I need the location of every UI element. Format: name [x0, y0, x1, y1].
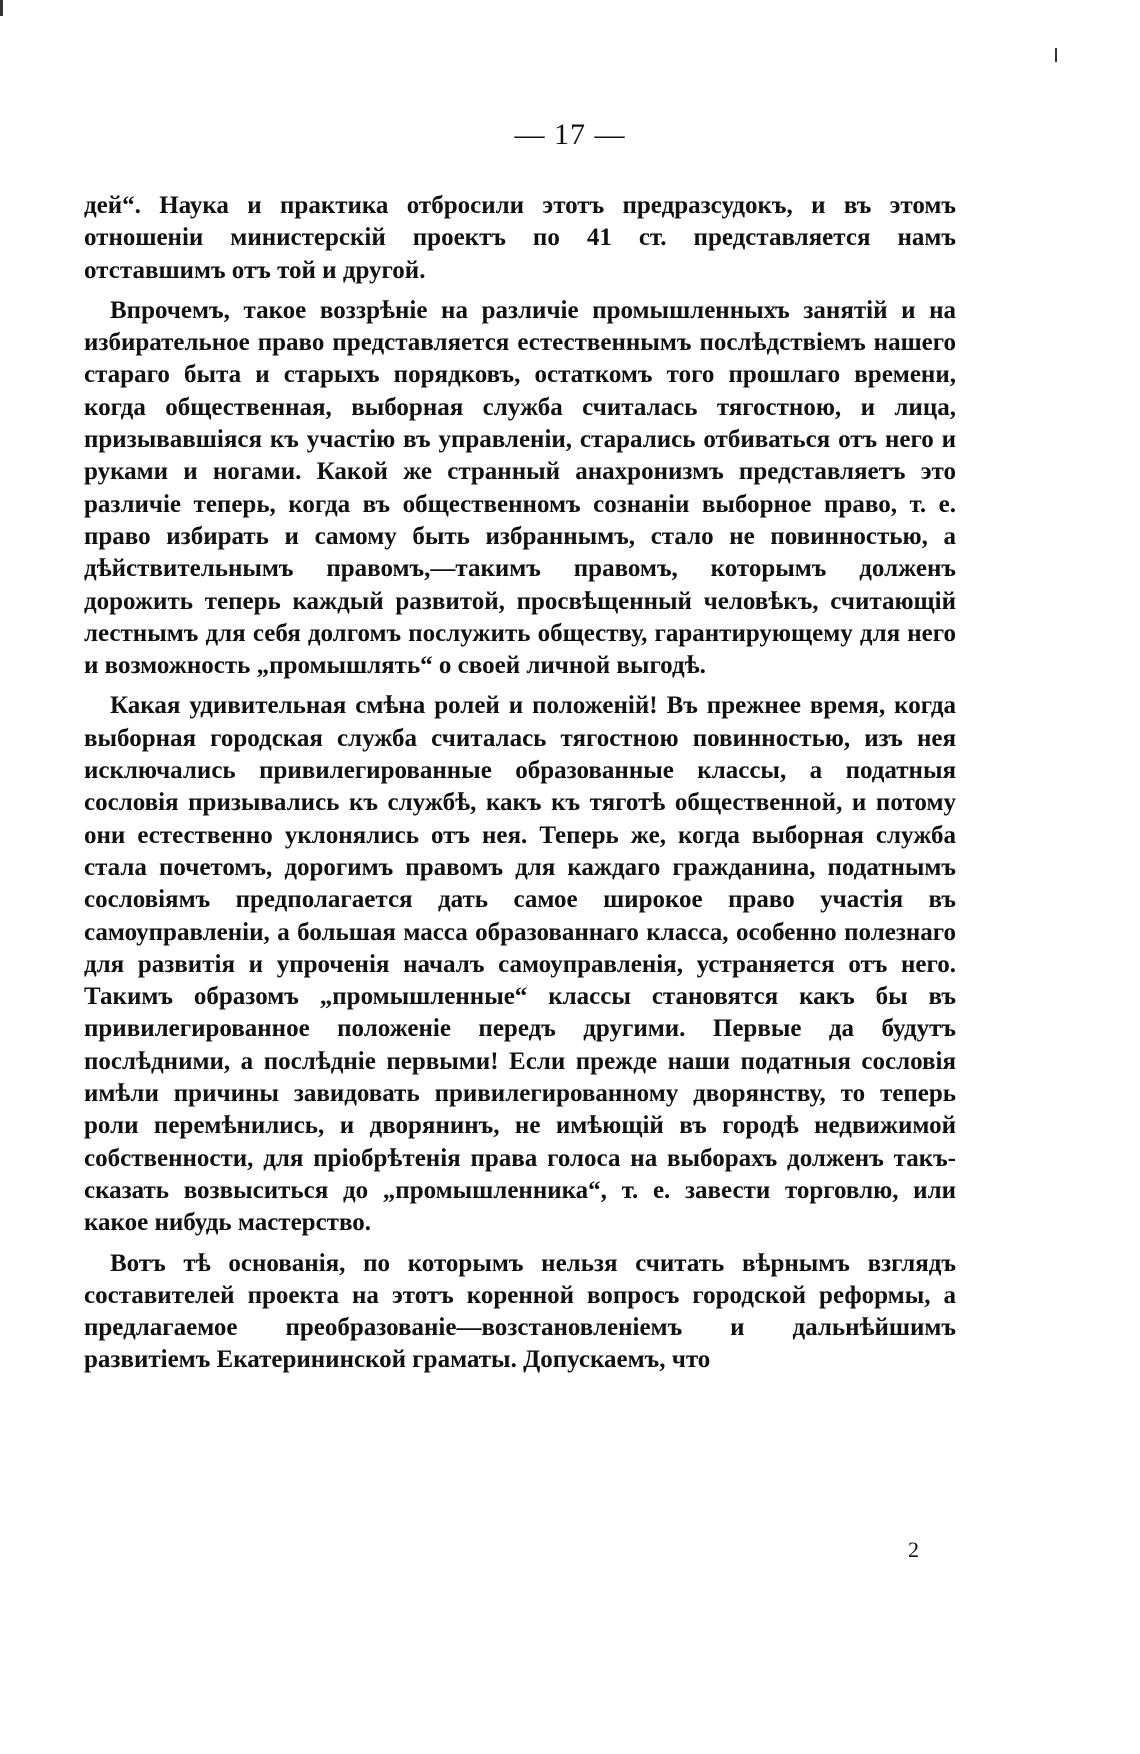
printer-signature-mark: 2: [908, 1537, 919, 1562]
paragraph: Вотъ тѣ основанія, по которымъ нельзя считать вѣрнымъ взглядъ составителей проекта на этотъ коренной вопросъ городской реформы, а предлагаемое преобразованіе—возстановленіемъ и дальнѣйшимъ развитіемъ Екатерининской граматы. Допускаемъ, что: [84, 1249, 956, 1374]
paragraph: Впрочемъ, такое воззрѣніе на различіе промышленныхъ занятій и на избирательное право представляется естественнымъ послѣдствіемъ нашего стараго быта и старыхъ порядковъ, остаткомъ того прошлаго времени, когда общественная, выборная служба считалась тягостною, и лица, призывавшіяся къ участію въ управленіи, старались отбиваться отъ него и руками и ногами. Какой же странный анахронизмъ представляетъ это различіе теперь, когда въ общественномъ сознаніи выборное право, т. е. право избирать и самому быть избраннымъ, стало не повинностью, а дѣйствительнымъ правомъ,—такимъ правомъ, которымъ долженъ дорожить теперь каждый развитой, просвѣщенный человѣкъ, считающій лестнымъ для себя долгомъ послужить обществу, гарантирующему для него и возможность „промышлять“ о своей личной выгодѣ.: [84, 296, 956, 680]
scan-edge-mark: [1055, 48, 1057, 62]
paragraph: Какая удивительная смѣна ролей и положеній! Въ прежнее время, когда выборная городская служба считалась тягостною повинностью, изъ нея исключались привилегированные образованные классы, а податныя сословія призывались къ службѣ, какъ къ тяготѣ общественной, и потому они естественно уклонялись отъ нея. Теперь же, когда выборная служба стала почетомъ, дорогимъ правомъ для каждаго гражданина, податнымъ сословіямъ предполагается дать самое широкое право участія въ самоуправленіи, а большая масса образованнаго класса, особенно полезнаго для развитія и упроченія началъ самоуправленія, устраняется отъ него. Такимъ образомъ „промышленные“ классы становятся какъ бы въ привилегированное положеніе передъ другими. Первые да будутъ послѣдними, а послѣдніе первыми! Если прежде наши податныя сословія имѣли причины завидовать привилегированному дворянству, то теперь роли перемѣнились, и дворянинъ, не имѣющій въ городѣ недвижимой собственности, для пріобрѣтенія права голоса на выборахъ долженъ такъ-сказать возвыситься до „промышленника“, т. е. завести торговлю, или какое нибудь мастерство.: [84, 692, 956, 1237]
page-body-text: [84, 190, 956, 1385]
paragraph: дей“. Наука и практика отбросили этотъ предразсудокъ, и въ этомъ отношеніи министерскій проектъ по 41 ст. представляется намъ отставшимъ отъ той и другой.: [84, 192, 956, 284]
page-number-header: — 17 —: [514, 118, 626, 151]
scan-edge-mark: [0, 0, 3, 16]
